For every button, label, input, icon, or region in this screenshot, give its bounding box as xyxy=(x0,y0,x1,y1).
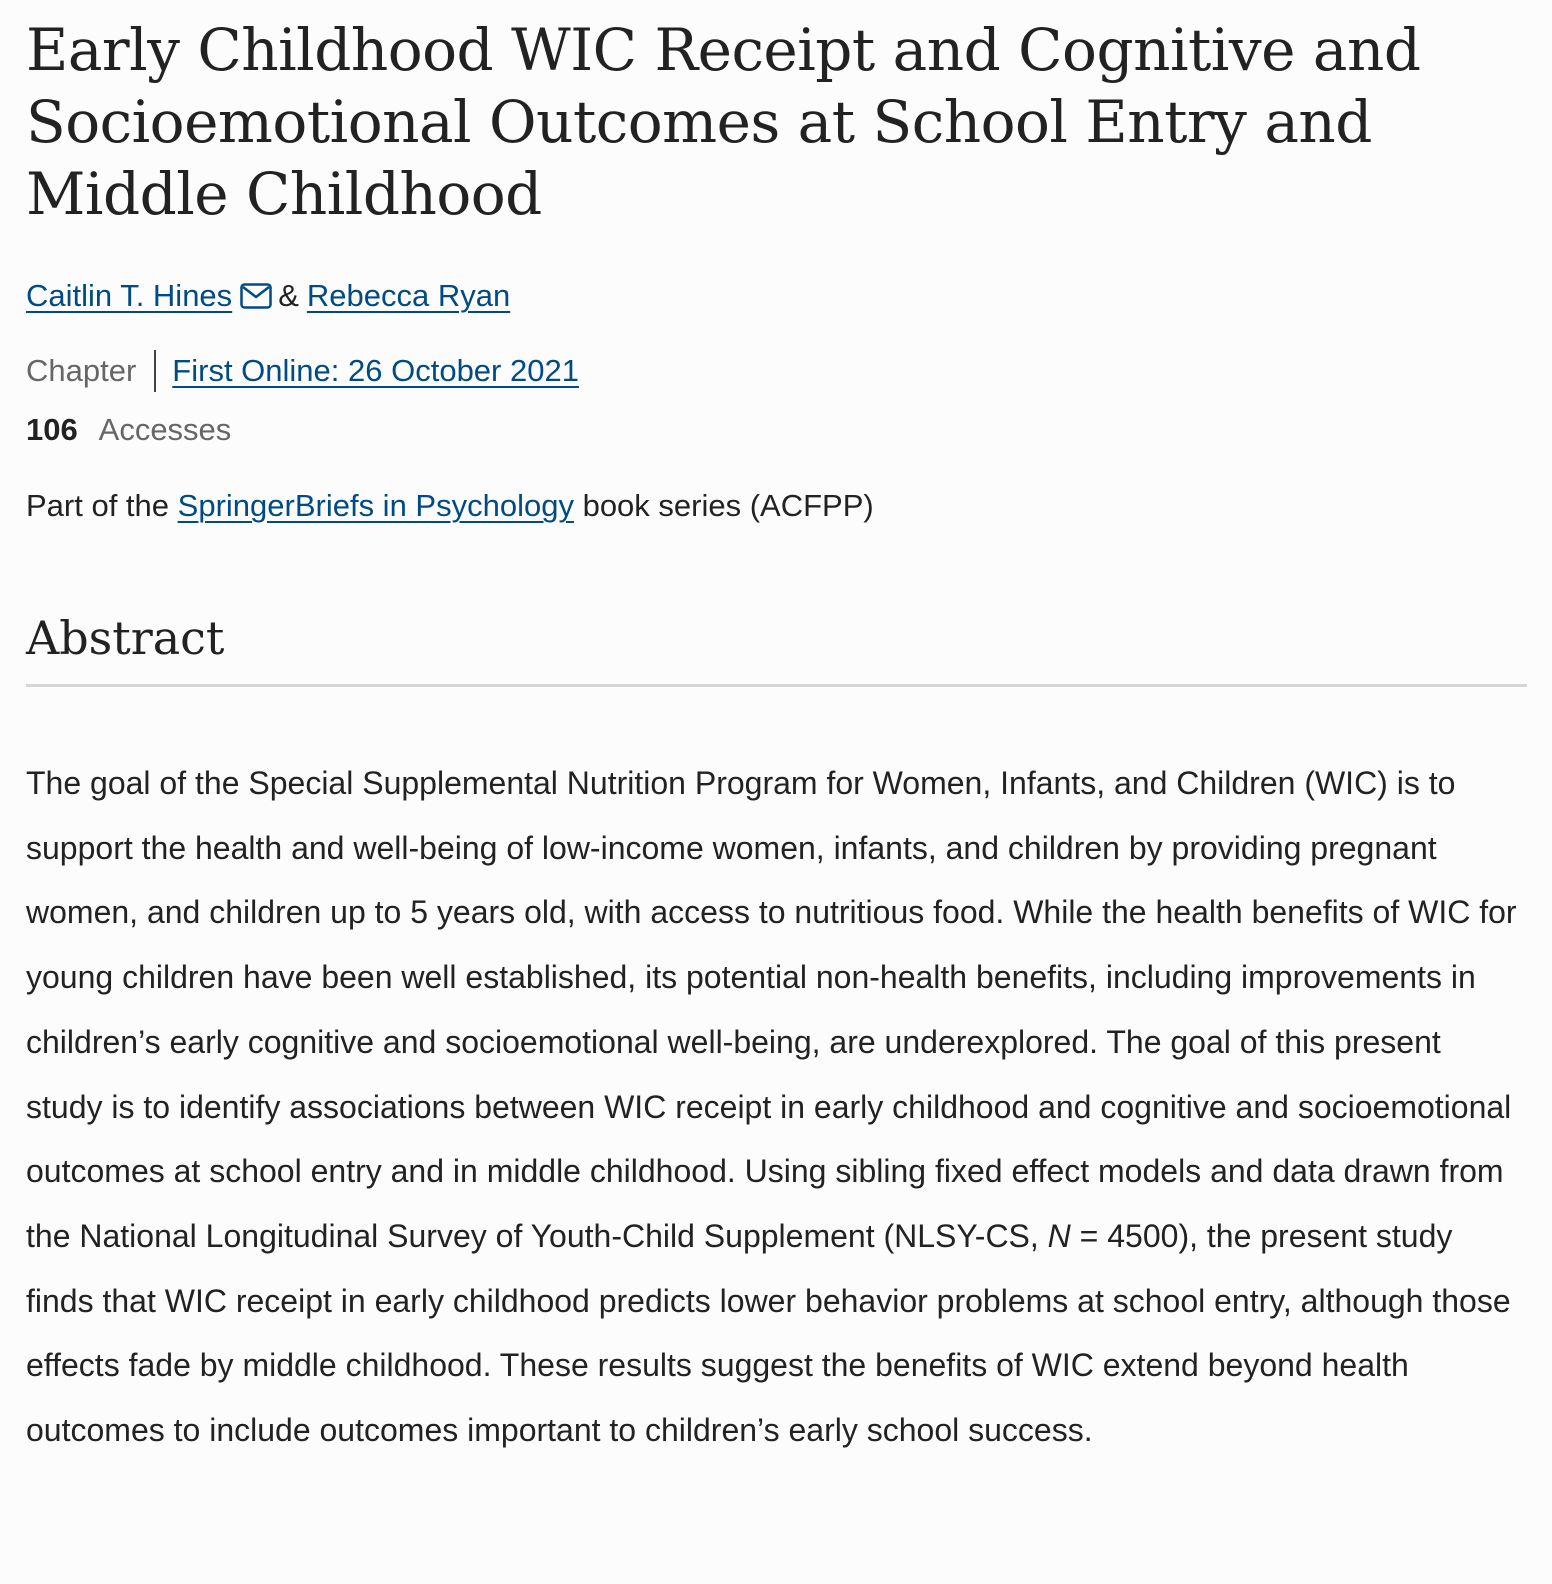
abstract-heading: Abstract xyxy=(26,611,225,665)
series-link[interactable]: SpringerBriefs in Psychology xyxy=(177,488,574,523)
abstract-text-part-1: The goal of the Special Supplemental Nutrition Program for Women, Infants, and Children (WIC) is to support the health and well-being of low-income women, infants, and children by providing pregnant women, and children up to 5 years old, with access to nutritious food. While the health benefits of WIC for young children have been well established, its potential non-health benefits, including improvements in children’s early cognitive and socioemotional well-being, are underexplored. The goal of this present study is to identify associations between WIC receipt in early childhood and cognitive and socioemotional outcomes at school entry and in middle childhood. Using sibling fixed effect models and data drawn from the National Longitudinal Survey of Youth-Child Supplement (NLSY-CS, xyxy=(26,765,1517,1254)
meta-divider xyxy=(154,350,156,392)
publication-meta xyxy=(26,350,1526,392)
accesses-count: 106 xyxy=(26,412,78,447)
sample-size-symbol: N xyxy=(1047,1217,1071,1254)
accesses-metric xyxy=(26,410,1526,450)
article-title: Early Childhood WIC Receipt and Cognitive and Socioemotional Outcomes at School Entry and Middle Childhood xyxy=(26,16,1421,228)
author-separator: & xyxy=(278,278,299,313)
accesses-label: Accesses xyxy=(98,412,232,447)
content-type-label: Chapter xyxy=(26,353,137,388)
author-list xyxy=(26,276,1526,316)
abstract-text-part-2: = 4500), the present study finds that WIC receipt in early childhood predicts lower behavior problems at school entry, although those effects fade by middle childhood. These results suggest the benefits of WIC extend beyond health outcomes to include outcomes important to children’s early school success. xyxy=(26,1217,1511,1449)
series-suffix: book series (ACFPP) xyxy=(582,488,874,523)
section-divider xyxy=(26,684,1527,687)
abstract-text xyxy=(26,751,1521,1463)
first-online-link[interactable]: First Online: 26 October 2021 xyxy=(172,353,579,388)
author-link-rebecca-ryan[interactable]: Rebecca Ryan xyxy=(306,278,511,313)
author-link-caitlin-hines[interactable]: Caitlin T. Hines xyxy=(26,278,233,313)
envelope-icon[interactable] xyxy=(240,279,272,305)
series-prefix: Part of the xyxy=(26,488,170,523)
book-series-info xyxy=(26,486,1526,526)
